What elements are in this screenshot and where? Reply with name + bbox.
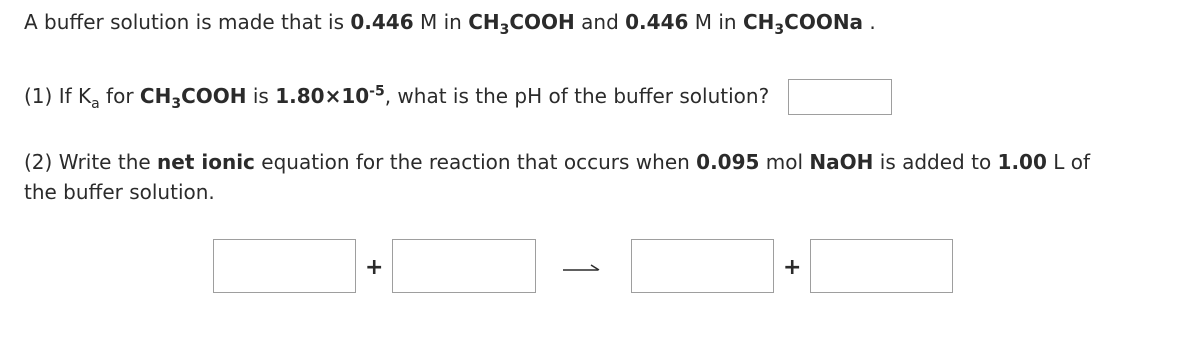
ph-answer-input[interactable] xyxy=(788,79,892,115)
product-2-input[interactable] xyxy=(810,239,953,293)
acid-formula: $CH_3COOH$ xyxy=(468,10,575,38)
q2-text-2: equation for the reaction that occurs when xyxy=(254,150,697,174)
question-1 xyxy=(24,82,769,110)
acid-concentration: 0.446 xyxy=(350,10,414,34)
question-2-line-2: the buffer solution. xyxy=(24,180,215,204)
q2-text-5: L of xyxy=(1046,150,1091,174)
intro-text-1: A buffer solution is made that is xyxy=(24,10,351,34)
salt-concentration: 0.446 xyxy=(625,10,689,34)
q2-text-3: mol xyxy=(759,150,810,174)
plus-sign-2: + xyxy=(783,255,802,280)
reactant-2-input[interactable] xyxy=(392,239,536,293)
q1-text-4: , what is the pH of the buffer solution? xyxy=(384,84,770,108)
reactant-1-input[interactable] xyxy=(213,239,356,293)
intro-text-3: and xyxy=(574,10,626,34)
q2-text-1: (2) Write the xyxy=(24,150,158,174)
intro-text-2: M in xyxy=(413,10,469,34)
q1-text-1: (1) If K xyxy=(24,84,92,108)
solution-volume: 1.00 xyxy=(997,150,1047,174)
question-2-line-1 xyxy=(24,148,1090,176)
ka-subscript: a xyxy=(91,96,100,112)
naoh-formula: NaOH xyxy=(809,150,874,174)
q1-acid-formula: $CH_3COOH$ xyxy=(139,84,247,112)
product-1-input[interactable] xyxy=(631,239,774,293)
salt-formula: $CH_3COONa$ xyxy=(742,10,864,38)
naoh-moles: 0.095 xyxy=(696,150,760,174)
intro-text-5: . xyxy=(863,10,876,34)
q2-text-4: is added to xyxy=(873,150,998,174)
right-arrow-icon xyxy=(563,263,601,275)
net-ionic-emphasis: net ionic xyxy=(157,150,255,174)
intro-text-4: M in xyxy=(688,10,743,34)
buffer-description xyxy=(24,8,876,36)
q1-text-3: is xyxy=(246,84,276,108)
q1-text-2: for xyxy=(99,84,140,108)
plus-sign-1: + xyxy=(365,255,384,280)
ka-value: $1.80\times 10^{-5}$ xyxy=(275,83,385,108)
